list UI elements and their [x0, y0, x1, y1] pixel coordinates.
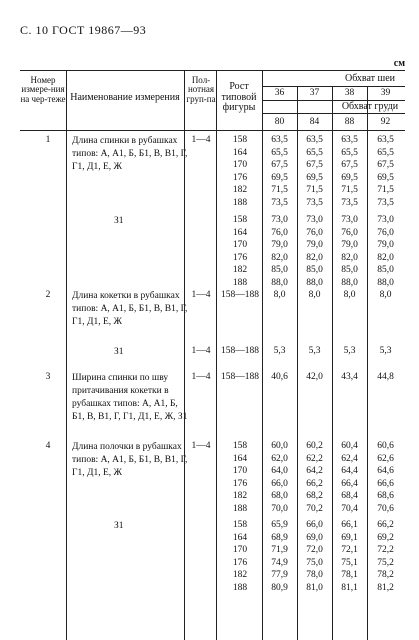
measure-value: 79,0 [341, 240, 358, 251]
height-value: 164 [232, 227, 248, 238]
measure-value: 72,0 [306, 545, 323, 556]
measure-value: 66,0 [271, 478, 288, 489]
measure-value: 88,0 [341, 278, 358, 288]
measure-value: 66,4 [341, 478, 358, 489]
measure-value: 63,5 [377, 135, 394, 145]
measure-value: 88,0 [306, 278, 323, 288]
measure-value: 8,0 [308, 290, 321, 300]
measure-value: 85,0 [377, 265, 394, 276]
measure-value: 66,0 [306, 520, 323, 530]
height-value: 158 [232, 520, 248, 530]
height-value: 170 [232, 160, 248, 171]
measure-value: 76,0 [271, 227, 288, 238]
measure-value: 63,5 [271, 135, 288, 145]
table-top-rule [20, 70, 405, 71]
measure-name: З1 [114, 216, 124, 226]
measure-value: 69,2 [377, 532, 394, 543]
measure-value: 64,2 [306, 466, 323, 477]
measure-value: 63,5 [306, 135, 323, 145]
measure-value: 68,9 [271, 532, 288, 543]
measure-value: 85,0 [341, 265, 358, 276]
height-value: 182 [232, 491, 248, 502]
measure-value: 72,1 [341, 545, 358, 556]
measure-value: 81,1 [341, 583, 358, 593]
measure-value: 77,9 [271, 570, 288, 581]
measure-number: 1 [45, 135, 51, 145]
measure-value: 67,5 [271, 160, 288, 171]
height-value: 170 [232, 466, 248, 477]
neck-sub-rule [262, 86, 405, 87]
height-value: 158 [232, 135, 248, 145]
col-header-name: Наименование измерения [70, 92, 180, 103]
measure-value: 70,0 [271, 504, 288, 514]
measure-value: 68,2 [306, 491, 323, 502]
height-value: 188 [232, 504, 248, 514]
measure-value: 65,5 [377, 147, 394, 158]
measure-value: 80,9 [271, 583, 288, 593]
measure-value: 73,5 [271, 198, 288, 208]
measure-value: 62,6 [377, 453, 394, 464]
measure-value: 85,0 [271, 265, 288, 276]
col-header-chest: Обхват груди [341, 101, 399, 112]
measure-value: 5,3 [273, 346, 286, 356]
height-value: 176 [232, 172, 248, 183]
measure-value: 68,4 [341, 491, 358, 502]
chest-size-header: 92 [380, 117, 391, 127]
measure-name: З1 [114, 347, 124, 357]
measure-value: 66,6 [377, 478, 394, 489]
measure-number: 3 [45, 372, 51, 382]
measure-value: 70,4 [341, 504, 358, 514]
measure-value: 66,1 [341, 520, 358, 530]
measure-name: Длина спинки в рубашках типов: А, А1, Б, Б1, В, В1, Г, Г1, Д1, Е, Ж [72, 136, 188, 172]
height-value: 176 [232, 557, 248, 568]
measure-value: 60,6 [377, 441, 394, 451]
measure-value: 5,3 [343, 346, 356, 356]
measure-value: 66,2 [377, 520, 394, 530]
height-value: 158 [232, 441, 248, 451]
height-value: 164 [232, 532, 248, 543]
measure-value: 71,5 [271, 185, 288, 196]
group-value: 1—4 [191, 372, 211, 382]
measure-value: 79,0 [377, 240, 394, 251]
height-value: 182 [232, 265, 248, 276]
measure-value: 71,5 [306, 185, 323, 196]
group-value: 1—4 [191, 346, 211, 356]
height-value: 176 [232, 252, 248, 263]
height-value: 164 [232, 147, 248, 158]
measure-value: 75,1 [341, 557, 358, 568]
measure-value: 73,0 [341, 215, 358, 225]
measure-value: 5,3 [308, 346, 321, 356]
measure-value: 78,2 [377, 570, 394, 581]
measure-value: 69,1 [341, 532, 358, 543]
measure-value: 62,4 [341, 453, 358, 464]
col-header-neck: Обхват шеи [344, 73, 396, 84]
unit-label: см [393, 58, 405, 69]
measure-value: 65,5 [306, 147, 323, 158]
height-value: 188 [232, 278, 248, 288]
measure-value: 76,0 [341, 227, 358, 238]
measure-value: 81,2 [377, 583, 394, 593]
measure-value: 68,6 [377, 491, 394, 502]
measure-value: 69,5 [306, 172, 323, 183]
measure-value: 67,5 [306, 160, 323, 171]
measure-value: 63,5 [341, 135, 358, 145]
col-header-group: Пол-нотная груп-па [186, 75, 216, 104]
height-value: 158 [232, 215, 248, 225]
measure-value: 64,6 [377, 466, 394, 477]
measure-value: 71,5 [377, 185, 394, 196]
height-value: 158—188 [221, 346, 259, 356]
measure-value: 70,6 [377, 504, 394, 514]
measure-value: 69,5 [271, 172, 288, 183]
height-value: 158—188 [221, 372, 259, 382]
measure-value: 73,0 [306, 215, 323, 225]
height-value: 170 [232, 240, 248, 251]
measure-value: 8,0 [273, 290, 286, 300]
measure-value: 67,5 [341, 160, 358, 171]
height-value: 176 [232, 478, 248, 489]
chest-sub-rule [262, 113, 405, 114]
measure-value: 69,5 [377, 172, 394, 183]
measure-value: 69,0 [306, 532, 323, 543]
measure-value: 79,0 [271, 240, 288, 251]
measure-value: 75,0 [306, 557, 323, 568]
page-header: С. 10 ГОСТ 19867—93 [20, 23, 147, 37]
measure-value: 82,0 [341, 252, 358, 263]
col-divider [66, 70, 67, 640]
measure-name: З1 [114, 521, 124, 531]
measure-value: 76,0 [377, 227, 394, 238]
measure-name: Длина кокетки в рубашках типов: А, А1, Б, Б1, В, В1, Г, Г1, Д1, Е, Ж [72, 291, 188, 327]
measure-value: 67,5 [377, 160, 394, 171]
measure-value: 76,0 [306, 227, 323, 238]
measure-value: 65,5 [341, 147, 358, 158]
measure-value: 64,0 [271, 466, 288, 477]
measure-value: 88,0 [377, 278, 394, 288]
measure-value: 71,9 [271, 545, 288, 556]
measure-value: 62,0 [271, 453, 288, 464]
height-value: 164 [232, 453, 248, 464]
group-value: 1—4 [191, 135, 211, 145]
measure-value: 69,5 [341, 172, 358, 183]
measure-value: 82,0 [306, 252, 323, 263]
measure-value: 68,0 [271, 491, 288, 502]
chest-size-header: 88 [344, 117, 355, 127]
col-header-height: Рост типовой фигуры [221, 81, 257, 113]
measure-value: 82,0 [271, 252, 288, 263]
measure-value: 73,5 [306, 198, 323, 208]
measure-name: Длина полочки в рубашках типов: А, А1, Б, Б1, В, В1, Г, Г1, Д1, Е, Ж [72, 442, 188, 478]
height-value: 188 [232, 198, 248, 208]
measure-value: 85,0 [306, 265, 323, 276]
measure-value: 73,0 [271, 215, 288, 225]
neck-size-header: 38 [344, 88, 355, 98]
measure-value: 70,2 [306, 504, 323, 514]
neck-size-header: 37 [309, 88, 320, 98]
measure-value: 66,2 [306, 478, 323, 489]
measure-value: 78,0 [306, 570, 323, 581]
measure-value: 65,9 [271, 520, 288, 530]
col-header-num: Номер измере-ния на чер-теже [20, 75, 66, 104]
measure-value: 8,0 [343, 290, 356, 300]
chest-size-header: 84 [309, 117, 320, 127]
neck-size-header: 39 [380, 88, 391, 98]
measure-value: 60,4 [341, 441, 358, 451]
measure-value: 74,9 [271, 557, 288, 568]
measure-value: 64,4 [341, 466, 358, 477]
measure-value: 78,1 [341, 570, 358, 581]
measure-value: 5,3 [379, 346, 392, 356]
measure-number: 4 [45, 441, 51, 451]
measure-value: 88,0 [271, 278, 288, 288]
measure-value: 79,0 [306, 240, 323, 251]
measure-value: 65,5 [271, 147, 288, 158]
group-value: 1—4 [191, 441, 211, 451]
height-value: 170 [232, 545, 248, 556]
measure-value: 60,0 [271, 441, 288, 451]
measure-number: 2 [45, 290, 51, 300]
measure-value: 40,6 [271, 372, 288, 382]
measure-value: 62,2 [306, 453, 323, 464]
measure-name: Ширина спинки по шву притачивания кокетки в рубашках типов: А, А1, Б, Б1, В, В1, Г, Г1, Д1, Е, Ж, З1 [72, 373, 188, 422]
chest-size-header: 80 [274, 117, 285, 127]
measure-value: 60,2 [306, 441, 323, 451]
measure-value: 44,8 [377, 372, 394, 382]
group-value: 1—4 [191, 290, 211, 300]
measure-value: 42,0 [306, 372, 323, 382]
measure-value: 75,2 [377, 557, 394, 568]
measure-value: 8,0 [379, 290, 392, 300]
header-bottom-rule [20, 130, 405, 131]
measure-value: 43,4 [341, 372, 358, 382]
measure-value: 73,5 [341, 198, 358, 208]
measure-value: 82,0 [377, 252, 394, 263]
height-value: 182 [232, 570, 248, 581]
measure-value: 71,5 [341, 185, 358, 196]
height-value: 158—188 [221, 290, 259, 300]
measure-value: 81,0 [306, 583, 323, 593]
measure-value: 73,5 [377, 198, 394, 208]
height-value: 182 [232, 185, 248, 196]
neck-size-header: 36 [274, 88, 285, 98]
measure-value: 72,2 [377, 545, 394, 556]
height-value: 188 [232, 583, 248, 593]
measure-value: 73,0 [377, 215, 394, 225]
